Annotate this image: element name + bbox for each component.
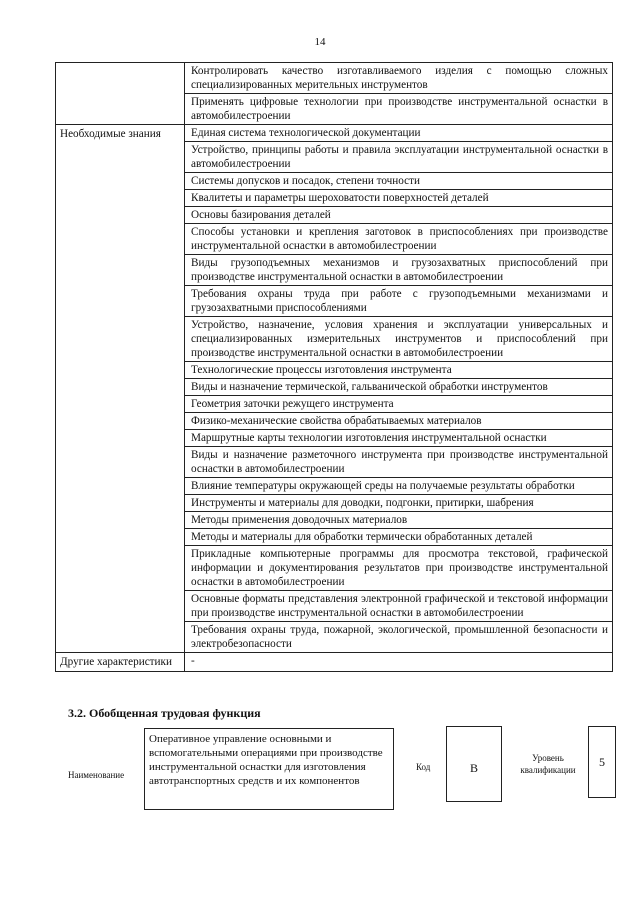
table-cell-item: Основные форматы представления электронной графической и текстовой информации при производстве инструментальной оснастки в автомобилестроении — [185, 591, 613, 622]
table-cell-item: Квалитеты и параметры шероховатости поверхностей деталей — [185, 190, 613, 207]
table-cell-item: Устройство, принципы работы и правила эксплуатации инструментальной оснастки в автомобилестроении — [185, 142, 613, 173]
knowledge-label-cell: Необходимые знания — [56, 125, 185, 653]
table-cell-item: - — [185, 653, 613, 672]
table-cell-item: Влияние температуры окружающей среды на получаемые результаты обработки — [185, 478, 613, 495]
requirements-table — [55, 62, 613, 672]
table-cell-item: Системы допусков и посадок, степени точности — [185, 173, 613, 190]
table-cell-item: Инструменты и материалы для доводки, подгонки, притирки, шабрения — [185, 495, 613, 512]
table-cell-item: Методы применения доводочных материалов — [185, 512, 613, 529]
function-name-box: Оперативное управление основными и вспомогательными операциями при производстве инструментальной оснастки для изготовления автотранспортных средств и их компонентов — [144, 728, 394, 810]
table-cell-item: Основы базирования деталей — [185, 207, 613, 224]
table-cell-item: Единая система технологической документации — [185, 125, 613, 142]
table-cell-item: Виды грузоподъемных механизмов и грузозахватных приспособлений при производстве инструментальной оснастки в автомобилестроении — [185, 255, 613, 286]
table-cell-item: Требования охраны труда при работе с грузоподъемными механизмами и грузозахватными приспособлениями — [185, 286, 613, 317]
skills-label-cell — [56, 63, 185, 125]
table-cell-item: Маршрутные карты технологии изготовления инструментальной оснастки — [185, 430, 613, 447]
code-box: В — [446, 726, 502, 802]
code-label: Код — [416, 762, 431, 772]
qualification-level-label: Уровень квалификации — [520, 753, 576, 775]
section-title: 3.2. Обобщенная трудовая функция — [68, 706, 261, 720]
table-cell-item: Физико-механические свойства обрабатываемых материалов — [185, 413, 613, 430]
other-label-cell: Другие характеристики — [56, 653, 185, 672]
table-cell-item: Виды и назначение термической, гальванической обработки инструментов — [185, 379, 613, 396]
table-row — [56, 125, 613, 142]
table-cell-item: Геометрия заточки режущего инструмента — [185, 396, 613, 413]
table-cell-item: Требования охраны труда, пожарной, экологической, промышленной безопасности и электробезопасности — [185, 622, 613, 653]
table-cell-item: Способы установки и крепления заготовок в приспособлениях при производстве инструментальной оснастки в автомобилестроении — [185, 224, 613, 255]
name-label: Наименование — [68, 770, 125, 780]
table-cell-item: Контролировать качество изготавливаемого изделия с помощью сложных специализированных мерительных инструментов — [185, 63, 613, 94]
table-cell-item: Виды и назначение разметочного инструмента при производстве инструментальной оснастки в автомобилестроении — [185, 447, 613, 478]
table-cell-item: Технологические процессы изготовления инструмента — [185, 362, 613, 379]
table-cell-item: Прикладные компьютерные программы для просмотра текстовой, графической информации и документирования результатов при производстве инструментальной оснастки в автомобилестроении — [185, 546, 613, 591]
table-cell-item: Применять цифровые технологии при производстве инструментальной оснастки в автомобилестроении — [185, 94, 613, 125]
qualification-level-box: 5 — [588, 726, 616, 798]
page-number: 14 — [314, 36, 326, 48]
generalized-function-row — [68, 724, 628, 834]
table-cell-item: Устройство, назначение, условия хранения и эксплуатации универсальных и специализированных измерительных инструментов и приспособлений при производстве инструментальной оснастки в автомобилестроении — [185, 317, 613, 362]
table-row — [56, 63, 613, 94]
table-row — [56, 653, 613, 672]
table-cell-item: Методы и материалы для обработки термически обработанных деталей — [185, 529, 613, 546]
